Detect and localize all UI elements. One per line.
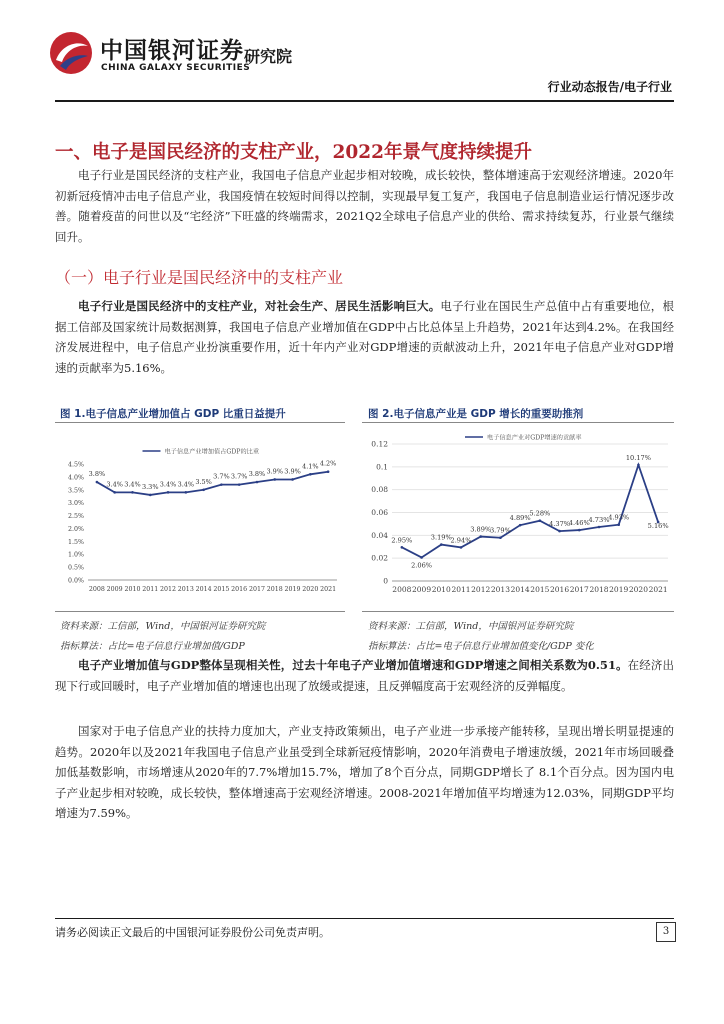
- page-number: 3: [656, 922, 676, 942]
- data-label: 2.95%: [391, 536, 413, 545]
- data-point: [131, 491, 134, 494]
- data-label: 3.9%: [266, 467, 284, 476]
- correlation-paragraph: [55, 655, 674, 696]
- logo-chinese-name: 中国银河证券: [100, 38, 244, 64]
- data-point: [96, 481, 99, 484]
- data-label: 3.7%: [230, 472, 248, 481]
- x-tick-label: 2015: [530, 585, 550, 594]
- x-tick-label: 2017: [569, 585, 589, 594]
- x-tick-label: 2019: [609, 585, 629, 594]
- x-tick-label: 2019: [284, 586, 301, 593]
- data-point: [479, 535, 482, 538]
- report-type: 行业动态报告/电子行业: [547, 80, 672, 94]
- data-point: [558, 530, 561, 533]
- x-tick-label: 2010: [124, 586, 141, 593]
- figure1-chart: [55, 424, 345, 609]
- x-tick-label: 2013: [177, 586, 194, 593]
- figure2-title: 图 2.电子信息产业是 GDP 增长的重要助推剂: [368, 408, 584, 420]
- y-tick-label: 0.02: [371, 553, 388, 563]
- data-label: 3.8%: [248, 470, 266, 479]
- x-tick-label: 2018: [589, 585, 609, 594]
- x-tick-label: 2020: [302, 586, 319, 593]
- section-title: 一、电子是国民经济的支柱产业，2022年景气度持续提升: [55, 142, 532, 163]
- galaxy-logo-icon: [48, 30, 94, 76]
- subsection-body: 电子行业在国民生产总值中占有重要地位，根据工信部及国家统计局数据测算，我国电子信息产业增加值在GDP中占比总体呈上升趋势，2021年达到4.2%。在我国经济发展进程中，电子信息产业扮演重要作用，近十年内产业对GDP增速的贡献波动上升，2021年电子信息产业对GDP增速的贡献率为5.16%。: [55, 299, 674, 375]
- logo-english-name: CHINA GALAXY SECURITIES: [101, 63, 251, 73]
- x-tick-label: 2012: [160, 586, 177, 593]
- data-label: 4.73%: [588, 515, 610, 524]
- x-tick-label: 2021: [320, 586, 337, 593]
- y-tick-label: 0.0%: [68, 577, 84, 585]
- x-tick-label: 2011: [451, 585, 471, 594]
- data-label: 3.7%: [213, 472, 230, 481]
- data-label: 3.4%: [159, 480, 177, 489]
- y-tick-label: 0.1: [376, 462, 388, 472]
- data-label: 4.46%: [568, 519, 590, 528]
- data-label: 4.2%: [319, 459, 337, 468]
- data-point: [327, 470, 330, 473]
- x-tick-label: 2009: [106, 586, 123, 593]
- y-tick-label: 1.0%: [68, 551, 84, 559]
- y-tick-label: 0.04: [371, 530, 388, 540]
- data-point: [617, 523, 620, 526]
- data-label: 3.19%: [430, 533, 452, 542]
- y-tick-label: 3.5%: [68, 487, 84, 495]
- x-tick-label: 2013: [490, 585, 510, 594]
- data-point: [598, 526, 601, 529]
- figure2-source: 资料来源：工信部，Wind，中国银河证券研究院: [368, 621, 574, 632]
- x-tick-label: 2011: [142, 586, 159, 593]
- data-label: 10.17%: [625, 453, 652, 462]
- data-point: [273, 478, 276, 481]
- x-tick-label: 2015: [213, 586, 230, 593]
- legend-label: 电子信息产业对GDP增速的贡献率: [487, 434, 582, 442]
- figure1-source: 资料来源：工信部，Wind，中国银河证券研究院: [60, 621, 266, 632]
- data-label: 3.8%: [88, 470, 106, 479]
- data-label: 4.93%: [608, 513, 630, 522]
- data-label: 3.79%: [489, 526, 511, 535]
- figure1-formula: 指标算法：占比=电子信息行业增加值/GDP: [60, 641, 245, 652]
- data-point: [420, 556, 423, 559]
- subsection-lead-sentence: 电子行业是国民经济中的支柱产业，对社会生产、居民生活影响巨大。: [78, 299, 441, 313]
- figure2-bottom-rule: [362, 611, 674, 612]
- data-point: [499, 536, 502, 539]
- data-point: [578, 529, 581, 532]
- disclaimer-note: 请务必阅读正文最后的中国银河证券股份公司免责声明。: [55, 926, 330, 939]
- x-tick-label: 2012: [471, 585, 491, 594]
- data-point: [167, 491, 170, 494]
- data-label: 3.4%: [124, 480, 141, 489]
- data-label: 3.89%: [470, 525, 492, 534]
- data-point: [220, 483, 223, 486]
- y-tick-label: 4.5%: [68, 461, 84, 469]
- data-point: [637, 464, 640, 467]
- data-label: 5.28%: [529, 509, 551, 518]
- x-tick-label: 2016: [231, 586, 248, 593]
- data-point: [519, 524, 522, 527]
- data-point: [539, 519, 542, 522]
- y-tick-label: 0.08: [371, 485, 388, 495]
- data-point: [291, 478, 294, 481]
- section-intro-paragraph: 电子行业是国民经济的支柱产业，我国电子信息产业起步相对较晚，成长较快，整体增速高于宏观经济增速。2020年初新冠疫情冲击电子信息产业，我国疫情在较短时间得以控制，实现最早复工复产，我国电子信息制造业运行情况逐步改善。随着疫苗的问世以及“宅经济”下旺盛的终端需求，2021Q2全球电子信息产业的供给、需求持续复苏，行业景气继续回升。: [55, 168, 674, 244]
- company-logo: [48, 30, 94, 76]
- figure2-top-rule: [362, 422, 674, 423]
- x-tick-label: 2020: [628, 585, 648, 594]
- y-tick-label: 3.0%: [68, 500, 84, 508]
- data-label: 3.9%: [284, 467, 301, 476]
- data-label: 3.4%: [177, 480, 195, 489]
- data-label: 2.06%: [411, 561, 433, 570]
- data-label: 4.89%: [509, 514, 531, 523]
- x-tick-label: 2008: [392, 585, 412, 594]
- y-tick-label: 2.5%: [68, 513, 84, 521]
- x-tick-label: 2016: [550, 585, 570, 594]
- data-label: 4.1%: [302, 462, 319, 471]
- correlation-body: 在经济出现下行或回暖时，电子产业增加值的增速也出现了放缓或提速，且反弹幅度高于宏观经济的反弹幅度。: [55, 658, 675, 693]
- data-point: [149, 494, 152, 497]
- figure1-title: 图 1.电子信息产业增加值占 GDP 比重日益提升: [60, 408, 286, 420]
- x-tick-label: 2021: [648, 585, 668, 594]
- correlation-lead-sentence: 电子产业增加值与GDP整体呈现相关性，过去十年电子产业增加值增速和GDP增速之间相关系数为0.51。: [78, 658, 628, 672]
- data-point: [202, 488, 205, 491]
- y-tick-label: 0.06: [371, 508, 388, 517]
- subsection-title: （一）电子行业是国民经济中的支柱产业: [55, 268, 344, 287]
- data-point: [401, 546, 404, 549]
- subsection-paragraph: [55, 296, 674, 378]
- x-tick-label: 2018: [266, 586, 283, 593]
- x-tick-label: 2014: [195, 586, 212, 593]
- header-rule: [55, 100, 674, 102]
- data-label: 3.4%: [106, 480, 123, 489]
- x-tick-label: 2008: [88, 586, 105, 593]
- data-point: [238, 483, 241, 486]
- x-tick-label: 2010: [431, 585, 451, 594]
- policy-paragraph: 国家对于电子信息产业的扶持力度加大，产业支持政策频出，电子产业进一步承接产能转移，呈现出增长明显提速的趋势。2020年以及2021年我国电子信息产业虽受到全球新冠疫情影响，2020年消费电子增速放缓，2021年市场回暖叠加低基数影响，市场增速从2020年的7.7%增加15.7%，增加了8个百分点，同期GDP增长了 8.1个百分点。因为国内电子产业起步相对较晚，成长较快，整体增速高于宏观经济增速。2008-2021年增加值平均增速为12.03%，同期GDP平均增速为7.59%。: [55, 724, 674, 820]
- data-point: [460, 546, 463, 549]
- data-point: [440, 543, 443, 546]
- y-tick-label: 4.0%: [68, 474, 84, 482]
- y-tick-label: 0: [383, 576, 388, 586]
- y-tick-label: 0.5%: [68, 564, 84, 572]
- y-tick-label: 0.12: [371, 439, 388, 449]
- data-label: 4.37%: [549, 520, 571, 529]
- figure1-top-rule: [55, 422, 345, 423]
- x-tick-label: 2014: [510, 585, 530, 594]
- data-point: [185, 491, 188, 494]
- figure1-bottom-rule: [55, 611, 345, 612]
- figure2-chart: [362, 424, 674, 609]
- y-tick-label: 2.0%: [68, 525, 84, 533]
- data-label: 3.5%: [195, 477, 212, 486]
- institute-label: 研究院: [244, 47, 293, 66]
- y-tick-label: 1.5%: [68, 538, 84, 546]
- data-label: 2.94%: [450, 536, 472, 545]
- data-point: [256, 481, 259, 484]
- x-tick-label: 2009: [412, 585, 432, 594]
- data-point: [309, 473, 312, 476]
- data-label: 5.16%: [647, 522, 669, 531]
- x-tick-label: 2017: [248, 586, 265, 593]
- figure2-formula: 指标算法：占比=电子信息行业增加值变化/GDP 变化: [368, 641, 594, 652]
- data-label: 3.3%: [141, 482, 159, 491]
- footer-rule: [55, 918, 674, 919]
- data-point: [113, 491, 116, 494]
- legend-label: 电子信息产业增加值占GDP的比重: [164, 448, 260, 456]
